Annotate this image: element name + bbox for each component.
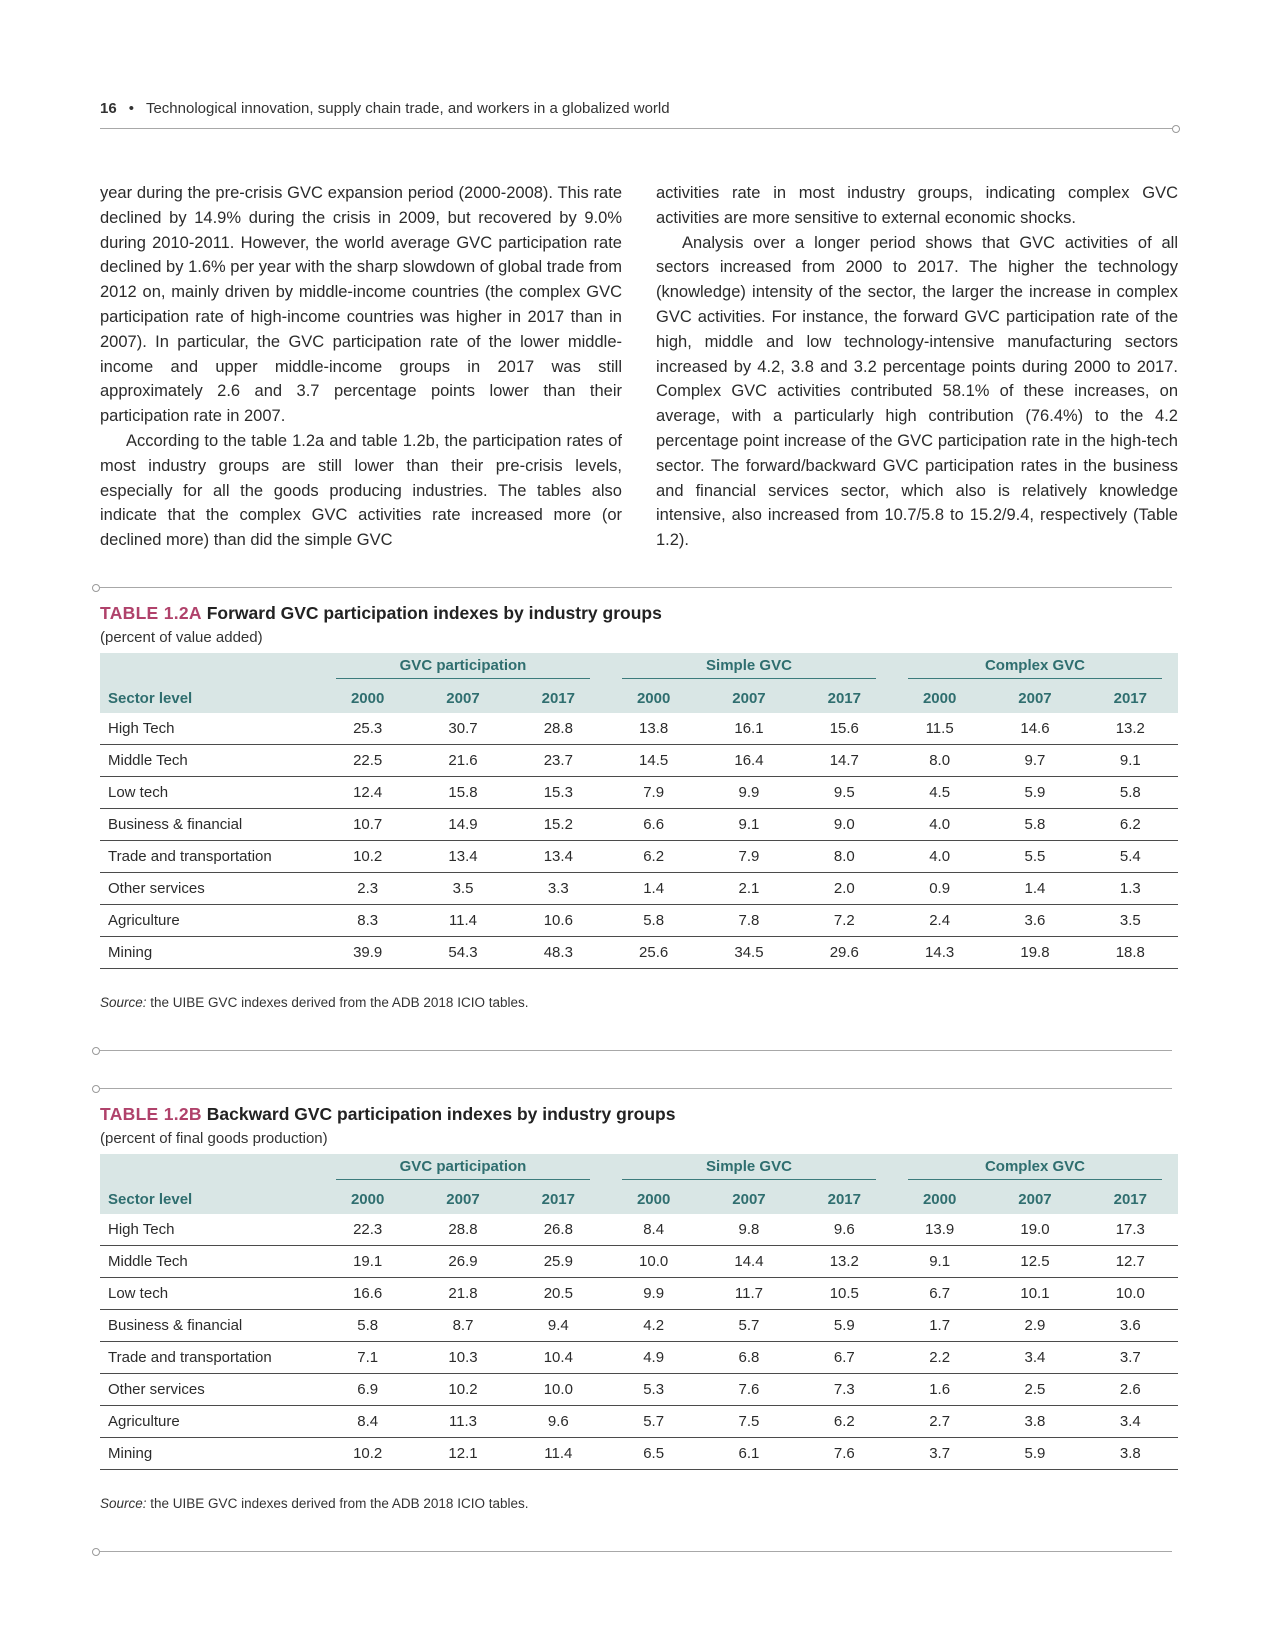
table-row [100, 745, 1178, 777]
table-cell: 4.9 [606, 1342, 701, 1374]
table-cell: 13.4 [511, 841, 606, 873]
right-column [656, 181, 1178, 553]
year-header: 2007 [446, 1190, 480, 1208]
year-header-row [100, 683, 1178, 713]
sector-header: Sector level [108, 689, 193, 707]
table-cell: 14.6 [987, 713, 1082, 745]
table-cell: 14.7 [797, 745, 892, 777]
table-b-label: TABLE 1.2B [100, 1104, 202, 1124]
header-rule [100, 128, 1172, 129]
table-cell: 1.4 [606, 873, 701, 905]
table-cell: 3.8 [987, 1406, 1082, 1438]
table-cell: 9.0 [797, 809, 892, 841]
table-cell: 3.6 [1083, 1310, 1178, 1342]
table-a-source [100, 995, 1178, 1010]
group-header-row [100, 653, 1178, 683]
group-header [320, 1154, 606, 1184]
table-cell: 15.6 [797, 713, 892, 745]
row-sector-label: Low tech [100, 777, 320, 809]
table-cell: 11.5 [892, 713, 987, 745]
table-cell: 18.8 [1083, 937, 1178, 969]
table-cell: 3.8 [1083, 1438, 1178, 1470]
paragraph: Analysis over a longer period shows that GVC activities of all sectors increased from 2000 to 2017. The higher the technology (knowledge) intensity of the sector, the larger the increase in complex GVC activities. For instance, the forward GVC participation rate of the high, middle and low technology-intensive manufacturing sectors increased by 4.2, 3.8 and 3.2 percentage points during 2000 to 2017. Complex GVC activities contributed 58.1% of these increases, on average, with a particularly high contribution (76.4%) to the 4.2 percentage point increase of the GVC participation rate in the high-tech sector. The forward/backward GVC participation rates in the business and financial services sector, which also is relatively knowledge intensive, also increased from 10.7/5.8 to 15.2/9.4, respectively (Table 1.2). [656, 233, 1178, 550]
table-cell: 22.3 [320, 1214, 415, 1246]
table-row [100, 713, 1178, 745]
table-cell: 16.1 [701, 713, 796, 745]
table-cell: 19.0 [987, 1214, 1082, 1246]
table-cell: 11.4 [415, 905, 510, 937]
table-cell: 21.6 [415, 745, 510, 777]
table-cell: 14.4 [701, 1246, 796, 1278]
rule-start-dot [92, 584, 100, 592]
table-cell: 5.8 [320, 1310, 415, 1342]
table-a-label: TABLE 1.2A [100, 603, 202, 623]
group-header [892, 1154, 1178, 1184]
table-cell: 6.6 [606, 809, 701, 841]
table-cell: 13.9 [892, 1214, 987, 1246]
table-b-body [100, 1214, 1178, 1470]
table-cell: 7.3 [797, 1374, 892, 1406]
table-cell: 17.3 [1083, 1214, 1178, 1246]
year-header: 2017 [1113, 689, 1147, 707]
year-header: 2000 [350, 1190, 385, 1208]
table-cell: 54.3 [415, 937, 510, 969]
table-cell: 2.9 [987, 1310, 1082, 1342]
table-cell: 8.0 [892, 745, 987, 777]
row-sector-label: Other services [100, 1374, 320, 1406]
table-cell: 3.3 [511, 873, 606, 905]
group-header [892, 653, 1178, 683]
group-header-label: Simple GVC [622, 657, 876, 679]
table-a-bottom-rule [100, 1050, 1172, 1051]
table-cell: 3.7 [892, 1438, 987, 1470]
table-cell: 5.9 [987, 1438, 1082, 1470]
year-header: 2017 [541, 689, 575, 707]
table-cell: 2.5 [987, 1374, 1082, 1406]
table-row [100, 1406, 1178, 1438]
rule-end-dot [1172, 125, 1180, 133]
table-row [100, 873, 1178, 905]
table-cell: 12.4 [320, 777, 415, 809]
table-b-grid [100, 1154, 1178, 1470]
group-header [606, 1154, 892, 1184]
table-cell: 5.8 [1083, 777, 1178, 809]
year-header: 2017 [827, 689, 861, 707]
table-cell: 12.7 [1083, 1246, 1178, 1278]
table-cell: 7.1 [320, 1342, 415, 1374]
table-cell: 2.0 [797, 873, 892, 905]
row-sector-label: Trade and transportation [100, 841, 320, 873]
table-cell: 12.1 [415, 1438, 510, 1470]
table-cell: 2.3 [320, 873, 415, 905]
year-header: 2007 [732, 1190, 766, 1208]
table-cell: 19.1 [320, 1246, 415, 1278]
row-sector-label: Agriculture [100, 905, 320, 937]
table-cell: 9.1 [1083, 745, 1178, 777]
left-column [100, 181, 622, 553]
table-b [100, 1104, 1178, 1511]
sector-header: Sector level [108, 1190, 193, 1208]
table-cell: 9.8 [701, 1214, 796, 1246]
table-cell: 7.9 [606, 777, 701, 809]
table-cell: 7.6 [797, 1438, 892, 1470]
running-header [100, 100, 1178, 117]
table-cell: 13.2 [1083, 713, 1178, 745]
table-a-title-text: Forward GVC participation indexes by industry groups [206, 603, 662, 623]
rule-start-dot [92, 1047, 100, 1055]
table-row [100, 1214, 1178, 1246]
table-cell: 3.5 [415, 873, 510, 905]
table-cell: 14.9 [415, 809, 510, 841]
table-cell: 9.1 [701, 809, 796, 841]
table-cell: 8.4 [320, 1406, 415, 1438]
table-cell: 14.5 [606, 745, 701, 777]
row-sector-label: High Tech [100, 713, 320, 745]
table-cell: 10.0 [511, 1374, 606, 1406]
table-cell: 20.5 [511, 1278, 606, 1310]
paragraph: year during the pre-crisis GVC expansion period (2000-2008). This rate declined by 14.9% during the crisis in 2009, but recovered by 9.0% during 2010-2011. However, the world average GVC participation rate declined by 1.6% per year with the sharp slowdown of global trade from 2012 on, mainly driven by middle-income countries (the complex GVC participation rate of high-income countries was higher in 2017 than in 2007). In particular, the GVC participation rate of the lower middle-income and upper middle-income groups in 2017 was still approximately 2.6 and 3.7 percentage points lower than their participation rate in 2007. [100, 184, 622, 426]
table-row [100, 1278, 1178, 1310]
page-number: 16 [100, 100, 117, 117]
header-bullet: • [128, 100, 134, 117]
year-header: 2007 [1018, 689, 1052, 707]
table-cell: 16.4 [701, 745, 796, 777]
table-row [100, 1246, 1178, 1278]
table-cell: 2.6 [1083, 1374, 1178, 1406]
year-header: 2017 [541, 1190, 575, 1208]
group-header [606, 653, 892, 683]
table-cell: 39.9 [320, 937, 415, 969]
group-header-label: Simple GVC [622, 1158, 876, 1180]
table-row [100, 1438, 1178, 1470]
row-sector-label: Mining [100, 1438, 320, 1470]
table-cell: 9.7 [987, 745, 1082, 777]
table-cell: 1.7 [892, 1310, 987, 1342]
table-b-source [100, 1496, 1178, 1511]
table-cell: 5.9 [987, 777, 1082, 809]
row-sector-label: Business & financial [100, 1310, 320, 1342]
table-cell: 2.7 [892, 1406, 987, 1438]
table-cell: 2.2 [892, 1342, 987, 1374]
table-cell: 11.4 [511, 1438, 606, 1470]
table-cell: 2.4 [892, 905, 987, 937]
table-cell: 6.9 [320, 1374, 415, 1406]
table-cell: 10.0 [606, 1246, 701, 1278]
table-cell: 19.8 [987, 937, 1082, 969]
source-text: the UIBE GVC indexes derived from the ADB 2018 ICIO tables. [146, 995, 529, 1010]
table-cell: 5.7 [701, 1310, 796, 1342]
row-sector-label: Agriculture [100, 1406, 320, 1438]
header-spacer [100, 1154, 320, 1184]
table-cell: 10.3 [415, 1342, 510, 1374]
table-b-top-rule [100, 1088, 1172, 1089]
table-cell: 11.7 [701, 1278, 796, 1310]
table-cell: 1.6 [892, 1374, 987, 1406]
table-cell: 25.3 [320, 713, 415, 745]
table-cell: 6.8 [701, 1342, 796, 1374]
group-header-label: Complex GVC [908, 657, 1162, 679]
table-cell: 21.8 [415, 1278, 510, 1310]
table-cell: 5.8 [987, 809, 1082, 841]
table-cell: 3.7 [1083, 1342, 1178, 1374]
table-cell: 5.5 [987, 841, 1082, 873]
table-cell: 8.0 [797, 841, 892, 873]
table-cell: 6.7 [797, 1342, 892, 1374]
table-cell: 11.3 [415, 1406, 510, 1438]
table-cell: 6.2 [797, 1406, 892, 1438]
table-a-subtitle: (percent of value added) [100, 629, 263, 646]
table-row [100, 1342, 1178, 1374]
row-sector-label: Middle Tech [100, 745, 320, 777]
table-row [100, 809, 1178, 841]
table-cell: 8.7 [415, 1310, 510, 1342]
table-cell: 3.6 [987, 905, 1082, 937]
year-header: 2000 [636, 689, 671, 707]
table-row [100, 777, 1178, 809]
row-sector-label: Mining [100, 937, 320, 969]
year-header-row [100, 1184, 1178, 1214]
table-cell: 3.4 [1083, 1406, 1178, 1438]
table-cell: 10.2 [415, 1374, 510, 1406]
rule-start-dot [92, 1548, 100, 1556]
table-cell: 4.5 [892, 777, 987, 809]
table-cell: 13.2 [797, 1246, 892, 1278]
table-cell: 5.3 [606, 1374, 701, 1406]
year-header: 2000 [922, 689, 957, 707]
table-cell: 22.5 [320, 745, 415, 777]
group-header-label: GVC participation [336, 657, 590, 679]
group-header-label: GVC participation [336, 1158, 590, 1180]
table-cell: 3.5 [1083, 905, 1178, 937]
group-header [320, 653, 606, 683]
table-row [100, 1374, 1178, 1406]
table-cell: 15.8 [415, 777, 510, 809]
table-cell: 7.8 [701, 905, 796, 937]
table-cell: 16.6 [320, 1278, 415, 1310]
source-label: Source: [100, 1496, 147, 1511]
table-cell: 4.0 [892, 809, 987, 841]
year-header: 2000 [922, 1190, 957, 1208]
table-cell: 3.4 [987, 1342, 1082, 1374]
table-cell: 25.9 [511, 1246, 606, 1278]
table-cell: 9.9 [701, 777, 796, 809]
rule-start-dot [92, 1085, 100, 1093]
year-header: 2007 [732, 689, 766, 707]
group-header-row [100, 1154, 1178, 1184]
table-cell: 10.6 [511, 905, 606, 937]
table-cell: 23.7 [511, 745, 606, 777]
paragraph: According to the table 1.2a and table 1.2b, the participation rates of most industry groups are still lower than their pre-crisis levels, especially for all the goods producing industries. The tables also indicate that the complex GVC activities rate increased more (or declined more) than did the simple GVC [100, 431, 622, 550]
table-cell: 9.9 [606, 1278, 701, 1310]
table-a-title [100, 603, 1178, 624]
year-header: 2007 [446, 689, 480, 707]
table-row [100, 841, 1178, 873]
year-header: 2000 [636, 1190, 671, 1208]
table-cell: 34.5 [701, 937, 796, 969]
header-spacer [100, 653, 320, 683]
table-cell: 7.6 [701, 1374, 796, 1406]
table-cell: 13.8 [606, 713, 701, 745]
paragraph: activities rate in most industry groups, indicating complex GVC activities are more sensitive to external economic shocks. [656, 184, 1178, 227]
table-cell: 30.7 [415, 713, 510, 745]
body-text [100, 181, 1178, 553]
table-cell: 2.1 [701, 873, 796, 905]
table-cell: 4.2 [606, 1310, 701, 1342]
table-cell: 9.5 [797, 777, 892, 809]
table-cell: 6.2 [1083, 809, 1178, 841]
table-b-subtitle: (percent of final goods production) [100, 1130, 328, 1147]
table-cell: 1.3 [1083, 873, 1178, 905]
table-cell: 10.7 [320, 809, 415, 841]
running-title: Technological innovation, supply chain trade, and workers in a globalized world [145, 100, 670, 117]
table-cell: 28.8 [415, 1214, 510, 1246]
table-cell: 5.4 [1083, 841, 1178, 873]
table-b-bottom-rule [100, 1551, 1172, 1552]
table-cell: 29.6 [797, 937, 892, 969]
table-a-top-rule [100, 587, 1172, 588]
table-cell: 9.6 [511, 1406, 606, 1438]
table-cell: 48.3 [511, 937, 606, 969]
table-cell: 9.6 [797, 1214, 892, 1246]
row-sector-label: Low tech [100, 1278, 320, 1310]
group-header-label: Complex GVC [908, 1158, 1162, 1180]
row-sector-label: Middle Tech [100, 1246, 320, 1278]
table-cell: 7.9 [701, 841, 796, 873]
table-cell: 9.4 [511, 1310, 606, 1342]
table-cell: 7.5 [701, 1406, 796, 1438]
table-cell: 15.3 [511, 777, 606, 809]
table-b-title-text: Backward GVC participation indexes by industry groups [206, 1104, 676, 1124]
table-cell: 6.5 [606, 1438, 701, 1470]
table-cell: 10.5 [797, 1278, 892, 1310]
table-cell: 25.6 [606, 937, 701, 969]
table-cell: 15.2 [511, 809, 606, 841]
year-header: 2017 [1113, 1190, 1147, 1208]
table-cell: 6.7 [892, 1278, 987, 1310]
table-b-title [100, 1104, 1178, 1125]
year-header: 2007 [1018, 1190, 1052, 1208]
table-cell: 5.7 [606, 1406, 701, 1438]
table-cell: 1.4 [987, 873, 1082, 905]
table-cell: 10.1 [987, 1278, 1082, 1310]
table-cell: 5.8 [606, 905, 701, 937]
table-cell: 8.3 [320, 905, 415, 937]
table-cell: 26.9 [415, 1246, 510, 1278]
table-cell: 10.0 [1083, 1278, 1178, 1310]
table-cell: 10.2 [320, 1438, 415, 1470]
table-row [100, 1310, 1178, 1342]
table-a-grid [100, 653, 1178, 969]
table-cell: 26.8 [511, 1214, 606, 1246]
row-sector-label: High Tech [100, 1214, 320, 1246]
table-cell: 10.2 [320, 841, 415, 873]
source-text: the UIBE GVC indexes derived from the ADB 2018 ICIO tables. [146, 1496, 529, 1511]
table-cell: 0.9 [892, 873, 987, 905]
table-cell: 14.3 [892, 937, 987, 969]
table-a-body [100, 713, 1178, 969]
table-row [100, 937, 1178, 969]
table-a [100, 603, 1178, 1010]
year-header: 2017 [827, 1190, 861, 1208]
table-cell: 9.1 [892, 1246, 987, 1278]
year-header: 2000 [350, 689, 385, 707]
source-label: Source: [100, 995, 147, 1010]
table-cell: 7.2 [797, 905, 892, 937]
row-sector-label: Other services [100, 873, 320, 905]
table-cell: 12.5 [987, 1246, 1082, 1278]
table-cell: 8.4 [606, 1214, 701, 1246]
table-cell: 10.4 [511, 1342, 606, 1374]
table-cell: 28.8 [511, 713, 606, 745]
table-cell: 6.2 [606, 841, 701, 873]
table-cell: 13.4 [415, 841, 510, 873]
table-cell: 5.9 [797, 1310, 892, 1342]
table-cell: 4.0 [892, 841, 987, 873]
row-sector-label: Business & financial [100, 809, 320, 841]
table-cell: 6.1 [701, 1438, 796, 1470]
table-row [100, 905, 1178, 937]
row-sector-label: Trade and transportation [100, 1342, 320, 1374]
